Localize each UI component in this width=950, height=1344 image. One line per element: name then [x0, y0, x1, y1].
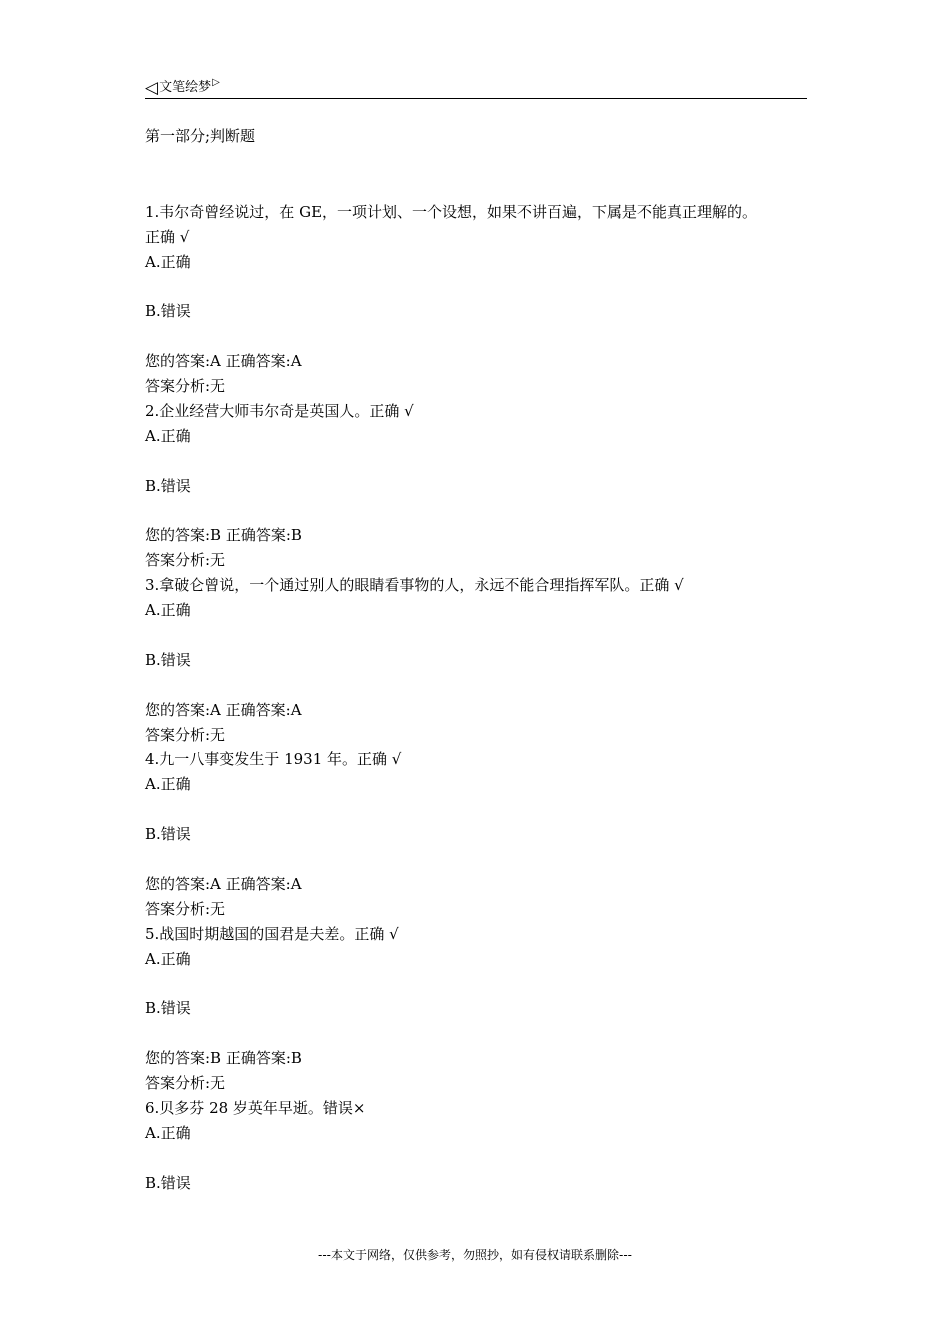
question-3-option-a: A.正确	[145, 601, 191, 619]
question-1-answer: 您的答案:A 正确答案:A	[145, 352, 302, 370]
question-5-stem: 5.战国时期越国的国君是夫差。正确 √	[145, 925, 399, 943]
question-2-answer: 您的答案:B 正确答案:B	[145, 526, 302, 544]
question-4-option-a: A.正确	[145, 775, 191, 793]
left-triangle-icon: ◁	[145, 78, 159, 98]
question-1-option-b: B.错误	[145, 302, 191, 320]
question-4-answer: 您的答案:A 正确答案:A	[145, 875, 302, 893]
question-4-option-b: B.错误	[145, 825, 191, 843]
question-1-stem: 1.韦尔奇曾经说过，在 GE，一项计划、一个设想，如果不讲百遍，下属是不能真正理解的。	[145, 203, 758, 221]
question-6-option-a: A.正确	[145, 1124, 191, 1142]
question-3-analysis: 答案分析:无	[145, 726, 226, 744]
question-2-analysis: 答案分析:无	[145, 551, 226, 569]
question-2-option-b: B.错误	[145, 477, 191, 495]
question-3-option-b: B.错误	[145, 651, 191, 669]
question-5-option-a: A.正确	[145, 950, 191, 968]
question-4-analysis: 答案分析:无	[145, 900, 226, 918]
question-1-mark: 正确 √	[145, 228, 190, 246]
question-5-option-b: B.错误	[145, 999, 191, 1017]
section-title: 第一部分;判断题	[145, 127, 256, 145]
question-2-stem: 2.企业经营大师韦尔奇是英国人。正确 √	[145, 402, 414, 420]
question-1-option-a: A.正确	[145, 253, 191, 271]
question-4-stem: 4.九一八事变发生于 1931 年。正确 √	[145, 750, 402, 768]
page-header	[145, 70, 807, 99]
question-1-analysis: 答案分析:无	[145, 377, 226, 395]
page-footer: ---本文于网络，仅供参考，勿照抄，如有侵权请联系删除---	[318, 1248, 632, 1262]
question-5-analysis: 答案分析:无	[145, 1074, 226, 1092]
question-3-stem: 3.拿破仑曾说，一个通过别人的眼睛看事物的人，永远不能合理指挥军队。正确 √	[145, 576, 684, 594]
question-2-option-a: A.正确	[145, 427, 191, 445]
right-triangle-icon: ▷	[212, 77, 220, 88]
header-logo-text: 文笔绘梦	[159, 80, 212, 95]
question-6-stem: 6.贝多芬 28 岁英年早逝。错误×	[145, 1099, 366, 1117]
question-3-answer: 您的答案:A 正确答案:A	[145, 701, 302, 719]
question-5-answer: 您的答案:B 正确答案:B	[145, 1049, 302, 1067]
header-logo	[145, 74, 220, 97]
question-6-option-b: B.错误	[145, 1174, 191, 1192]
